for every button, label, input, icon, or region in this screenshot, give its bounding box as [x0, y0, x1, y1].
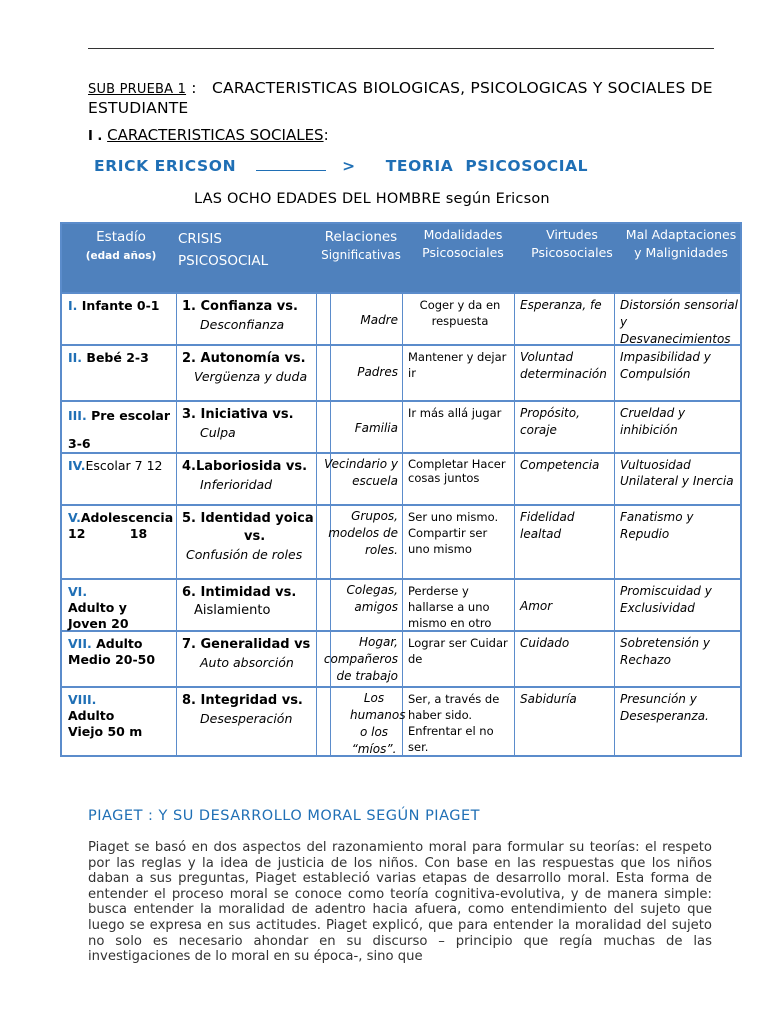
- table-header: [62, 224, 740, 292]
- piaget-paragraph: Piaget se basó en dos aspectos del razonamiento moral para formular su teorías: el respeto por las reglas y la idea de justicia de los niños. Con base en las respuestas que los niños daban a sus preguntas, Piaget estableció varias etapas de desarrollo moral. Esta forma de entender el proceso moral se conoce como teoría cognitiva-evolutiva, y de manera simple: busca entender la moralidad de adentro hacia afuera, como entendimiento del sujeto que luego se expresa en sus actitudes. Piaget explicó, que para entender la moralidad del sujeto no solo es necesario ahondar en su discurso – principio que regía muchas de las investigaciones de lo moral en su época-, sino que: [88, 840, 712, 965]
- table-title: LAS OCHO EDADES DEL HOMBRE según Ericson: [194, 191, 550, 207]
- crisis-b: Desesperación: [200, 711, 293, 726]
- crisis-b: Culpa: [200, 425, 236, 440]
- header-relaciones-sub: Significativas: [321, 248, 401, 262]
- crisis-cell: [176, 402, 320, 452]
- stage-cell: [64, 294, 176, 344]
- header-estadio-label: Estadío: [96, 229, 146, 245]
- crisis-a: 2. Autonomía vs.: [182, 351, 306, 366]
- relation-cell: Vecindario y escuela: [324, 457, 398, 488]
- header-relaciones: [314, 228, 408, 264]
- stage-label: Adulto Viejo 50 m: [68, 708, 143, 739]
- virtue-cell: Voluntad determinación: [520, 350, 607, 381]
- header-virtudes: Virtudes Psicosociales: [531, 227, 613, 260]
- maladapt-cell: Presunción y Desesperanza.: [620, 692, 709, 723]
- stage-label: Pre escolar 3-6: [68, 408, 171, 451]
- stage-cell: [64, 454, 176, 504]
- table-row: [62, 346, 740, 402]
- author-name: ERICK ERICSON: [94, 157, 237, 175]
- stage-label: Bebé 2-3: [86, 350, 149, 365]
- stage-cell: [64, 632, 176, 686]
- maladapt-cell: Distorsión sensorial y Desvanecimientos: [620, 298, 738, 346]
- theory-name: TEORIA PSICOSOCIAL: [385, 157, 589, 175]
- crisis-b: Confusión de roles: [186, 547, 303, 562]
- section-colon: :: [323, 126, 329, 144]
- crisis-b: Inferioridad: [200, 477, 273, 492]
- modality-cell: Lograr ser Cuidar de: [408, 636, 508, 666]
- blank-line: [256, 157, 326, 171]
- crisis-a: 6. Intimidad vs.: [182, 585, 297, 600]
- stage-label: Adolescencia 12 18: [68, 510, 174, 541]
- crisis-a: 5. Identidad yoica: [182, 511, 314, 526]
- relation-cell: Grupos, modelos de roles.: [328, 509, 398, 557]
- header-relaciones-label: Relaciones: [324, 229, 398, 245]
- arrow-glyph: >: [342, 157, 356, 175]
- stage-roman: I.: [68, 298, 78, 313]
- relation-cell: Padres: [357, 365, 398, 379]
- virtue-cell: Competencia: [520, 458, 600, 472]
- table-row: [62, 688, 740, 755]
- virtue-cell: Esperanza, fe: [520, 298, 602, 312]
- modality-cell: Mantener y dejar ir: [408, 350, 507, 380]
- virtue-cell: Cuidado: [520, 636, 570, 650]
- ericson-table: [60, 222, 742, 757]
- stage-cell: [64, 688, 176, 755]
- sub-prueba-colon: :: [191, 79, 197, 97]
- stage-label: Adulto Medio 20-50: [68, 636, 156, 667]
- maladapt-cell: Crueldad y inhibición: [620, 406, 686, 437]
- table-row: [62, 402, 740, 454]
- crisis-a: 3. Iniciativa vs.: [182, 407, 294, 422]
- stage-roman: V.: [68, 510, 81, 525]
- virtue-cell: Fidelidad lealtad: [520, 510, 575, 541]
- stage-label: Escolar 7 12: [85, 458, 163, 473]
- crisis-cell: [176, 506, 320, 578]
- modality-cell: Perderse y hallarse a uno mismo en otro: [408, 584, 492, 630]
- stage-label: Adulto y Joven 20: [68, 600, 129, 631]
- crisis-cell: [176, 346, 320, 400]
- top-rule: [88, 48, 714, 49]
- maladapt-cell: Fanatismo y Repudio: [620, 510, 694, 541]
- stage-roman: VI.: [68, 584, 88, 599]
- relation-cell: Los humanos o los “míos”.: [350, 691, 406, 756]
- relation-cell: Familia: [354, 421, 398, 435]
- table-row: [62, 506, 740, 580]
- stage-cell: [64, 506, 176, 578]
- crisis-cell: [176, 454, 320, 504]
- header-modalidades: Modalidades Psicosociales: [422, 227, 504, 260]
- crisis-a: 7. Generalidad vs: [182, 637, 311, 652]
- header-crisis: CRISIS PSICOSOCIAL: [178, 231, 269, 269]
- table-row: [62, 292, 740, 346]
- crisis-b: Vergüenza y duda: [194, 369, 308, 384]
- maladapt-cell: Sobretensión y Rechazo: [620, 636, 711, 667]
- author-line: [94, 157, 588, 175]
- maladapt-cell: Vultuosidad Unilateral y Inercia: [620, 458, 734, 488]
- crisis-a: 4.Laboriosida vs.: [182, 459, 308, 474]
- virtue-cell: Propósito, coraje: [520, 406, 580, 437]
- stage-roman: II.: [68, 350, 83, 365]
- crisis-cell: [176, 688, 320, 755]
- header-estadio: [66, 228, 176, 265]
- stage-cell: [64, 580, 176, 630]
- crisis-cell: [176, 294, 320, 344]
- section-number: I .: [88, 129, 103, 144]
- table-row: [62, 580, 740, 632]
- relation-cell: Madre: [360, 313, 398, 327]
- stage-roman: VII.: [68, 636, 92, 651]
- stage-roman: IV.: [68, 458, 86, 473]
- section-title: CARACTERISTICAS SOCIALES: [107, 126, 324, 144]
- stage-roman: III.: [68, 408, 87, 423]
- crisis-a: 8. Integridad vs.: [182, 693, 303, 708]
- sub-prueba-heading: [88, 79, 728, 117]
- virtue-cell: Amor: [520, 599, 553, 613]
- maladapt-cell: Promiscuidad y Exclusividad: [620, 584, 712, 615]
- sub-prueba-title: CARACTERISTICAS BIOLOGICAS, PSICOLOGICAS Y SOCIALES DE ESTUDIANTE: [88, 79, 713, 117]
- modality-cell: Coger y da en respuesta: [419, 298, 501, 328]
- maladapt-cell: Impasibilidad y Compulsión: [620, 350, 711, 381]
- crisis-vs: vs.: [244, 529, 266, 544]
- stage-roman: VIII.: [68, 692, 97, 707]
- crisis-cell: [176, 632, 320, 686]
- crisis-b: Aislamiento: [194, 603, 271, 618]
- header-estadio-sub: (edad años): [85, 250, 157, 262]
- sub-prueba-label: SUB PRUEBA 1: [88, 82, 187, 97]
- section-heading: [88, 126, 329, 144]
- table-row: [62, 632, 740, 688]
- piaget-heading: PIAGET : Y SU DESARROLLO MORAL SEGÚN PIAGET: [88, 808, 481, 824]
- modality-cell: Completar Hacer cosas juntos: [408, 457, 506, 485]
- virtue-cell: Sabiduría: [520, 692, 577, 706]
- crisis-cell: [176, 580, 320, 630]
- stage-label: Infante 0-1: [81, 298, 160, 313]
- relation-cell: Colegas, amigos: [346, 583, 398, 614]
- crisis-a: 1. Confianza vs.: [182, 299, 298, 314]
- table-row: [62, 454, 740, 506]
- modality-cell: Ser, a través de haber sido. Enfrentar el no ser.: [408, 692, 500, 754]
- modality-cell: Ser uno mismo. Compartir ser uno mismo: [408, 510, 499, 556]
- stage-cell: [64, 402, 176, 452]
- relation-cell: Hogar, compañeros de trabajo: [323, 635, 398, 683]
- modality-cell: Ir más allá jugar: [408, 406, 502, 420]
- header-mal: Mal Adaptaciones y Malignidades: [625, 227, 737, 260]
- crisis-b: Auto absorción: [200, 655, 294, 670]
- stage-cell: [64, 346, 176, 400]
- crisis-b: Desconfianza: [200, 317, 285, 332]
